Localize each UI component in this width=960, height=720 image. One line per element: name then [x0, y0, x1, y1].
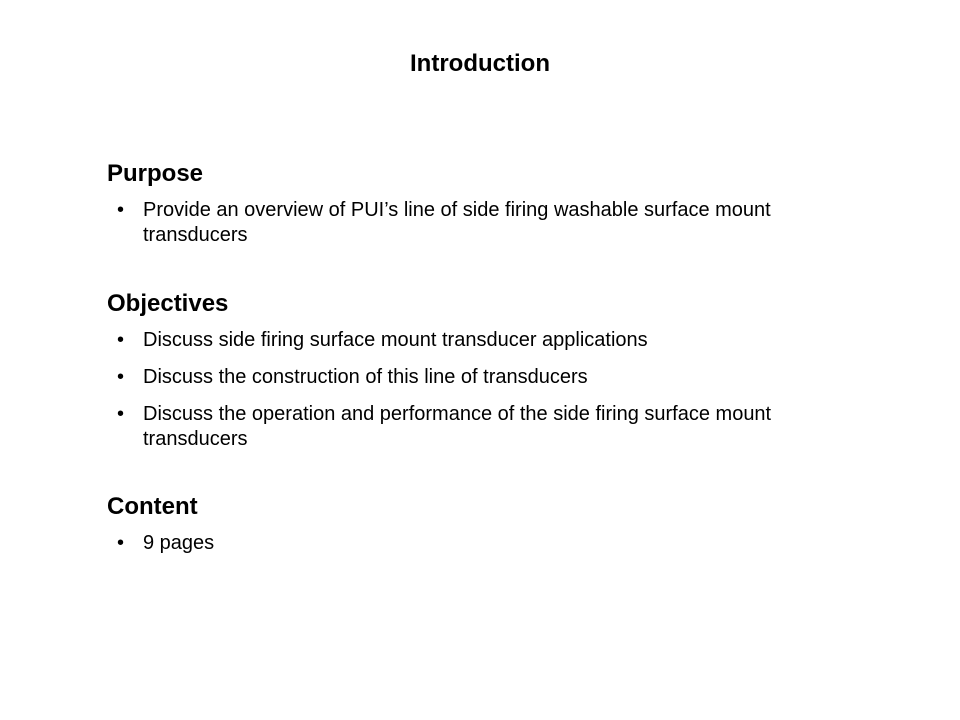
purpose-list — [107, 198, 837, 248]
content-heading: Content — [107, 493, 198, 520]
objectives-section — [107, 288, 837, 452]
bullet-icon: • — [117, 366, 125, 388]
list-item-text: Discuss side firing surface mount transducer applications — [143, 329, 648, 351]
objectives-list — [107, 328, 837, 452]
list-item — [107, 198, 837, 248]
objectives-heading: Objectives — [107, 290, 229, 317]
content-section — [107, 491, 837, 556]
bullet-icon: • — [117, 199, 125, 221]
list-item-text: 9 pages — [143, 532, 215, 554]
slide-title: Introduction — [410, 50, 550, 77]
list-item — [107, 365, 837, 390]
list-item-text: Discuss the construction of this line of transducers — [143, 366, 588, 388]
purpose-section — [107, 158, 837, 248]
list-item-text: Discuss the operation and performance of the side firing surface mount transducers — [143, 403, 772, 450]
list-item — [107, 328, 837, 353]
content-list — [107, 531, 837, 556]
bullet-icon: • — [117, 403, 125, 425]
purpose-heading: Purpose — [107, 160, 204, 187]
list-item — [107, 531, 837, 556]
list-item-text: Provide an overview of PUI’s line of side firing washable surface mount transducers — [143, 199, 771, 246]
bullet-icon: • — [117, 532, 125, 554]
bullet-icon: • — [117, 329, 125, 351]
list-item — [107, 402, 837, 452]
